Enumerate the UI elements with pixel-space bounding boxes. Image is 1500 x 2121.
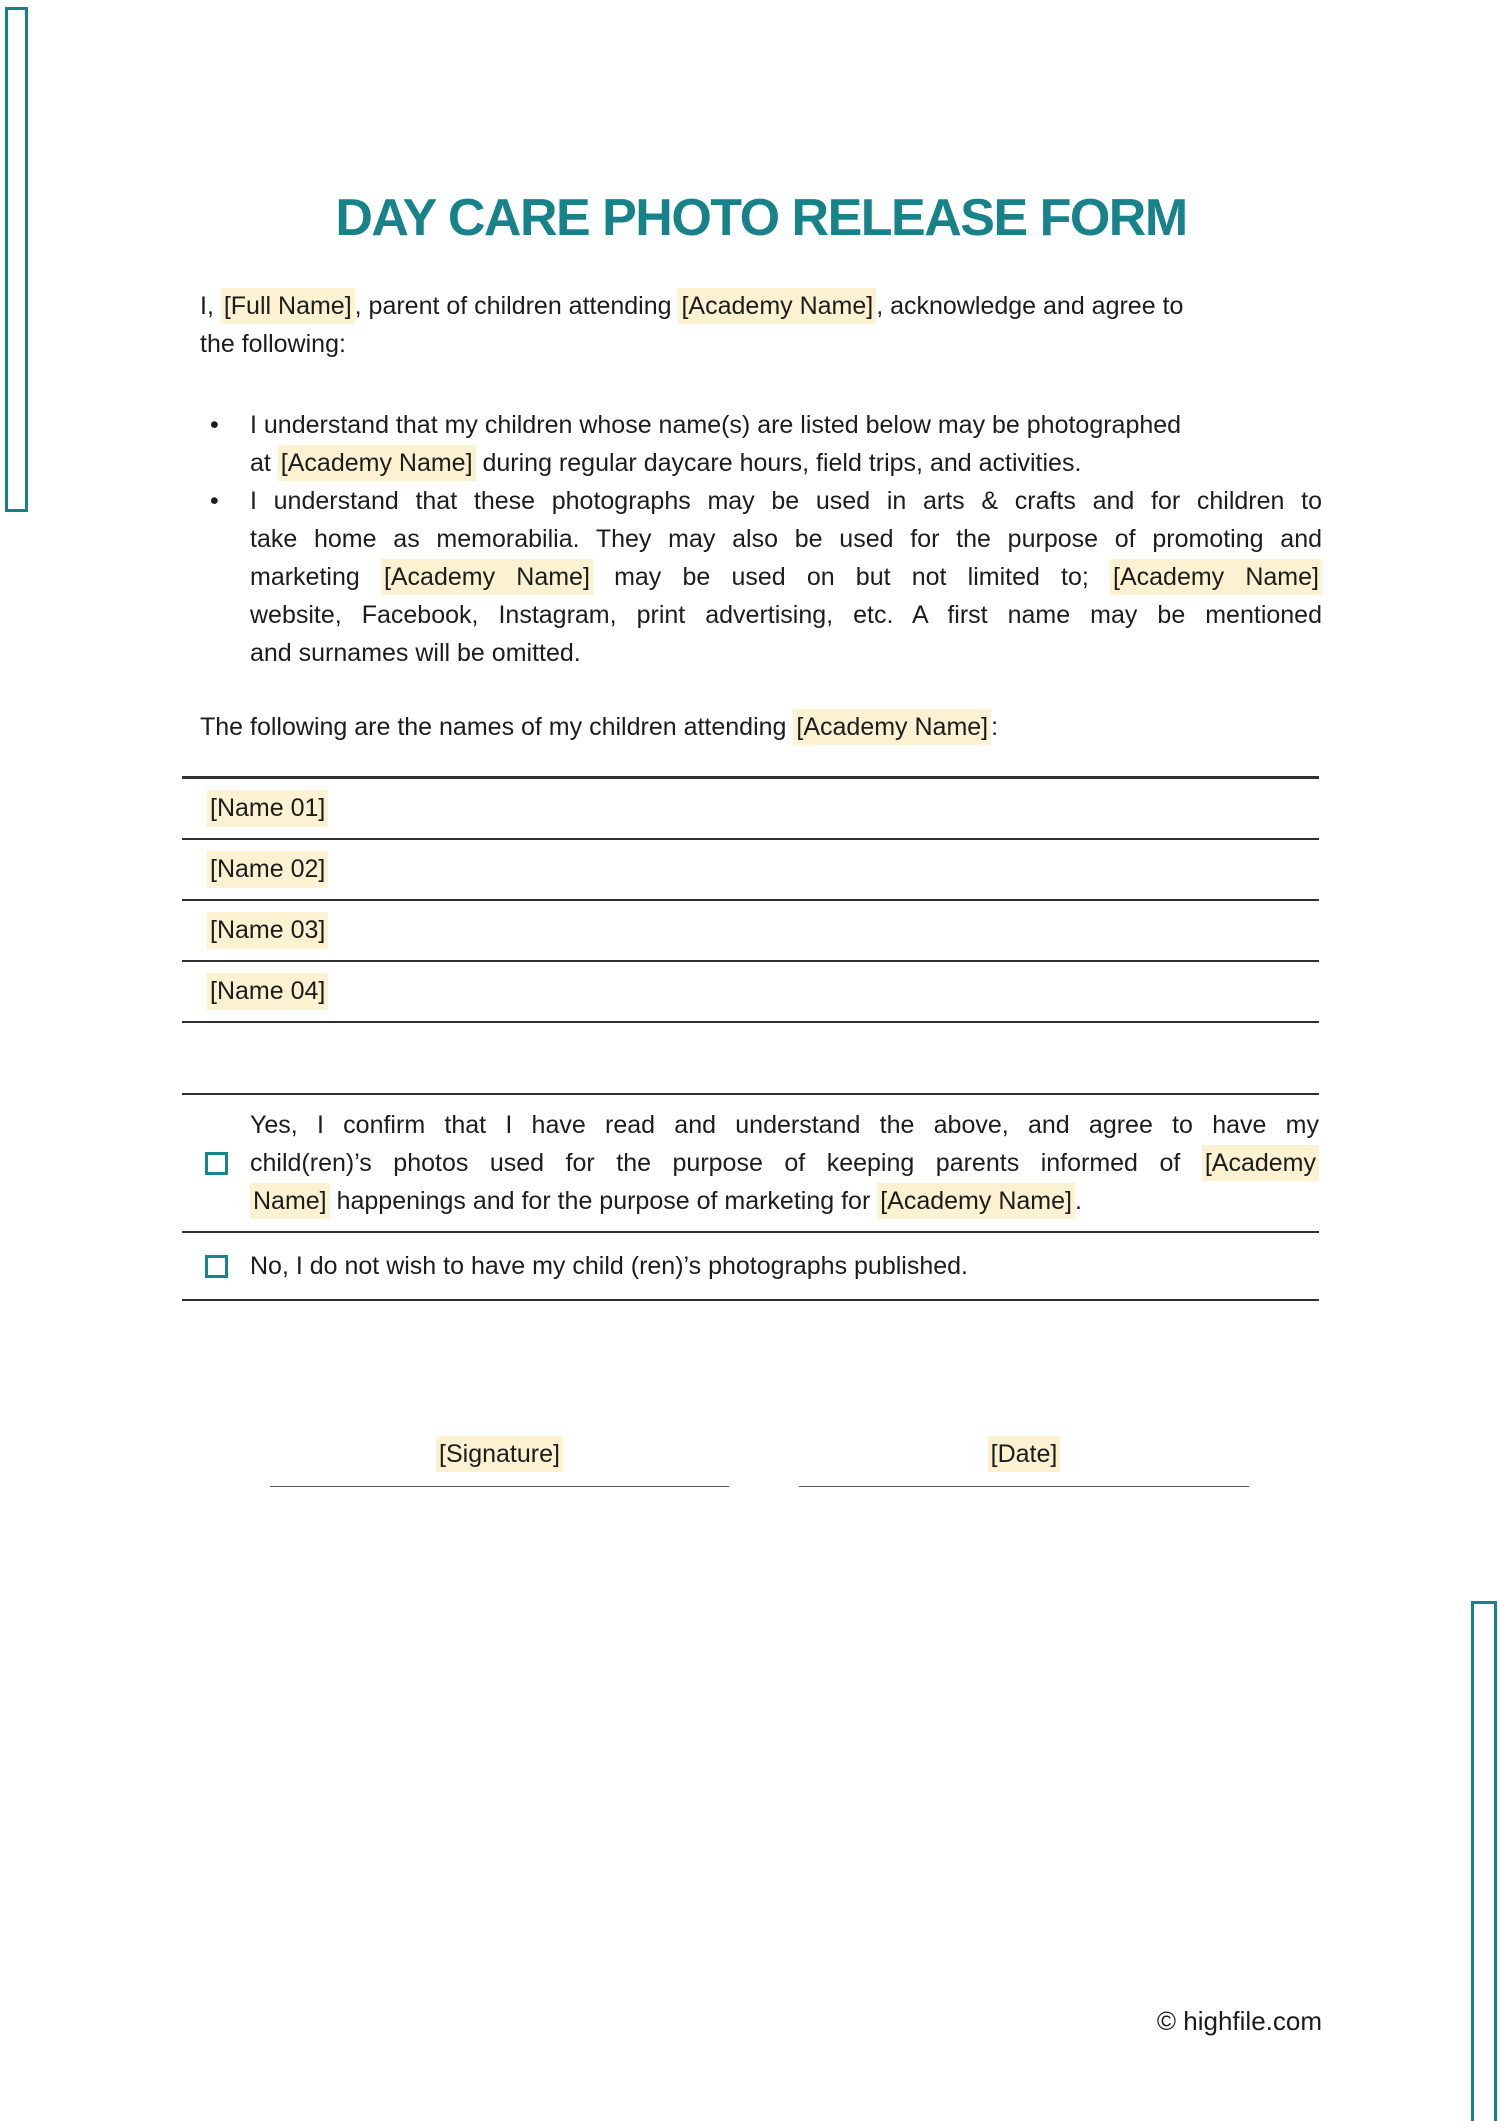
children-names-table (182, 776, 1319, 1023)
text: during regular daycare hours, field trips, and activities. (475, 449, 1082, 477)
placeholder-name-03[interactable]: [Name 03] (207, 912, 328, 949)
placeholder-academy-name[interactable]: Name] (250, 1183, 330, 1219)
consent-no-text (250, 1247, 1319, 1285)
text-line (250, 406, 1322, 444)
text-line (250, 482, 1322, 520)
text-line (250, 520, 1322, 558)
bullet-icon: • (210, 411, 219, 439)
bullet-item-2 (200, 482, 1322, 672)
left-accent-bar (5, 7, 28, 512)
text: No, I do not wish to have my child (ren)’s photographs published. (250, 1252, 968, 1280)
text: the following: (200, 330, 346, 358)
intro-paragraph (200, 287, 1322, 363)
text: I understand that my children whose name(s) are listed below may be photographed (250, 411, 1182, 439)
text-line (250, 1182, 1319, 1220)
bullet-list (200, 406, 1322, 672)
text-line (250, 1247, 1319, 1285)
placeholder-academy-name[interactable]: [Academy Name] (678, 288, 876, 324)
placeholder-academy-name[interactable]: [Academy Name] (1110, 559, 1322, 595)
text: and surnames will be omitted. (250, 639, 581, 667)
text: , parent of children attending (354, 292, 679, 320)
text: take home as memorabilia. They may also be used for the purpose of promoting and (250, 525, 1322, 553)
consent-yes-row (182, 1095, 1319, 1233)
placeholder-academy-name[interactable]: [Academy Name] (877, 1183, 1075, 1219)
placeholder-name-02[interactable]: [Name 02] (207, 851, 328, 888)
consent-yes-text (250, 1106, 1319, 1220)
text-line (250, 634, 1322, 672)
placeholder-academy-name[interactable]: [Academy (1202, 1145, 1319, 1181)
text-line (250, 1106, 1319, 1144)
name-row-2 (182, 840, 1319, 901)
checkbox-yes[interactable] (205, 1152, 228, 1175)
placeholder-academy-name[interactable]: [Academy Name] (278, 445, 476, 481)
text: I, (200, 292, 221, 320)
bullet-item-1-text (250, 406, 1322, 482)
text-line (250, 558, 1322, 596)
intro-line-1 (200, 287, 1322, 325)
bullet-icon: • (210, 487, 219, 515)
page-title: DAY CARE PHOTO RELEASE FORM (335, 189, 1187, 247)
text: happenings and for the purpose of marketing for (329, 1187, 878, 1215)
name-row-1 (182, 779, 1319, 840)
placeholder-name-04[interactable]: [Name 04] (207, 973, 328, 1010)
checkbox-no[interactable] (205, 1255, 228, 1278)
signature-field-label (270, 1440, 729, 1469)
placeholder-academy-name[interactable]: [Academy Name] (381, 559, 593, 595)
text: may be used on but not limited to; (592, 563, 1111, 591)
right-accent-bar (1471, 1601, 1497, 2121)
text: at (250, 449, 278, 477)
placeholder-signature[interactable]: [Signature] (436, 1436, 563, 1472)
names-intro-line (200, 708, 1322, 746)
text: Yes, I confirm that I have read and understand the above, and agree to have my (250, 1111, 1319, 1139)
intro-line-2 (200, 325, 1322, 363)
text: I understand that these photographs may be used in arts & crafts and for children to (250, 487, 1322, 515)
text: : (991, 713, 999, 741)
name-row-3 (182, 901, 1319, 962)
text-line (250, 596, 1322, 634)
consent-no-row (182, 1233, 1319, 1301)
text: , acknowledge and agree to (876, 292, 1184, 320)
text: child(ren)’s photos used for the purpose of keeping parents informed of (250, 1149, 1202, 1177)
signature-line[interactable] (270, 1486, 729, 1487)
placeholder-full-name[interactable]: [Full Name] (221, 288, 355, 324)
text: marketing (250, 563, 381, 591)
bullet-item-1 (200, 406, 1322, 482)
consent-section (182, 1093, 1319, 1301)
text: . (1074, 1187, 1082, 1215)
text: website, Facebook, Instagram, print advertising, etc. A first name may be mentioned (250, 601, 1322, 629)
bullet-item-2-text (250, 482, 1322, 672)
placeholder-academy-name[interactable]: [Academy Name] (793, 709, 991, 745)
name-row-4 (182, 962, 1319, 1023)
placeholder-name-01[interactable]: [Name 01] (207, 790, 328, 827)
date-line[interactable] (799, 1486, 1249, 1487)
text: The following are the names of my children attending (200, 713, 794, 741)
footer-credit: © highfile.com (1156, 2006, 1322, 2036)
text-line (250, 444, 1322, 482)
placeholder-date[interactable]: [Date] (988, 1436, 1061, 1472)
date-field-label (799, 1440, 1249, 1469)
text-line (250, 1144, 1319, 1182)
